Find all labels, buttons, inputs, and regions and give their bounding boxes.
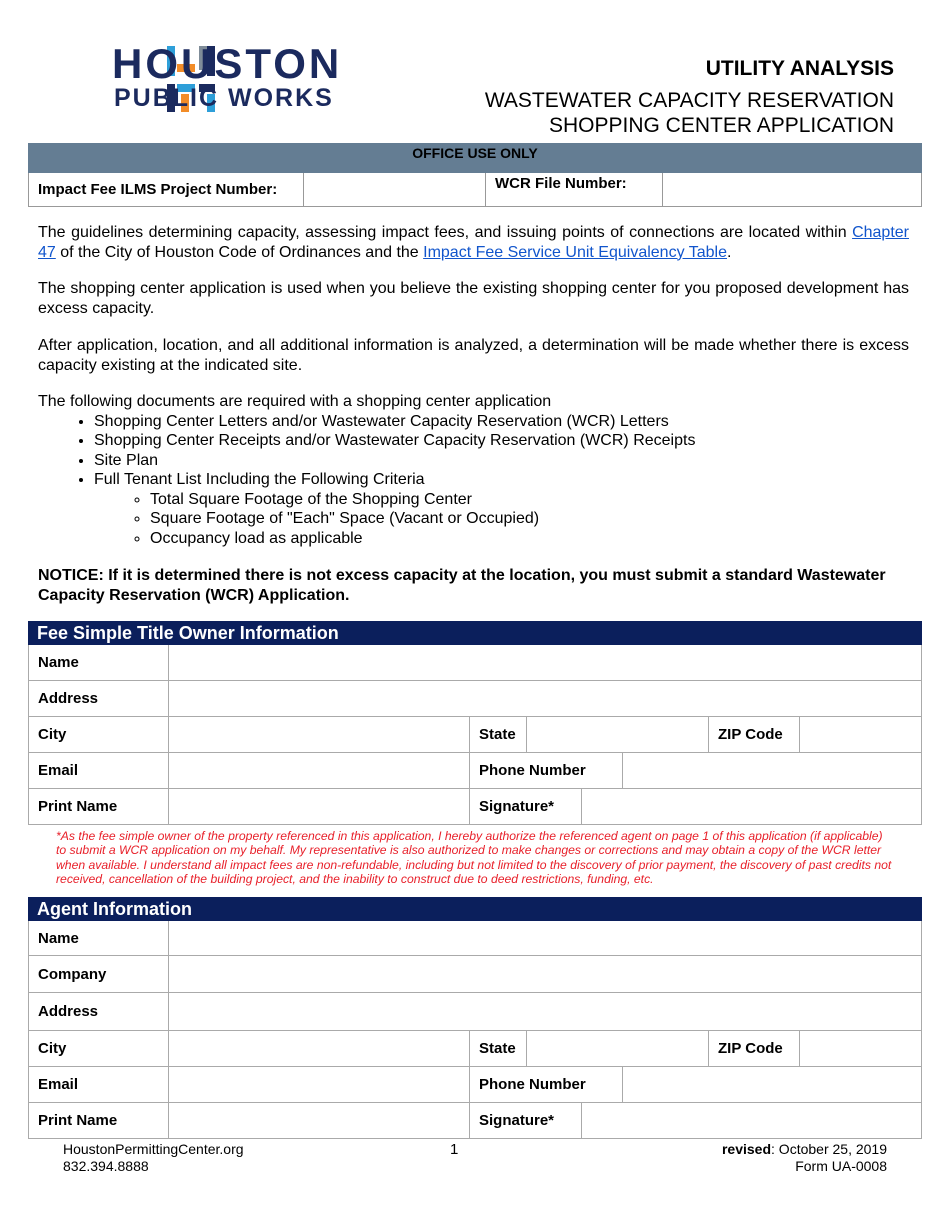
intro-paragraph-1 bbox=[38, 223, 909, 262]
page-number: 1 bbox=[450, 1141, 459, 1158]
sub-list-item: ◦ Square Footage of "Each" Space (Vacant or Occupied) bbox=[150, 509, 909, 529]
agent-company-row bbox=[28, 956, 922, 993]
ilms-input[interactable] bbox=[304, 173, 486, 206]
agent-print-name-label: Print Name bbox=[29, 1103, 169, 1138]
agent-email-input[interactable] bbox=[169, 1067, 470, 1102]
owner-info-table bbox=[28, 621, 922, 825]
sub-list-item: ◦ Occupancy load as applicable bbox=[150, 529, 909, 549]
agent-address-input[interactable] bbox=[169, 993, 921, 1030]
list-item bbox=[94, 470, 909, 548]
list-item: • Shopping Center Receipts and/or Wastewater Capacity Reservation (WCR) Receipts bbox=[94, 431, 909, 451]
intro-paragraph-3: After application, location, and all additional information is analyzed, a determination will be made whether there is excess capacity existing at the indicated site. bbox=[38, 337, 909, 374]
office-use-table bbox=[28, 143, 922, 207]
agent-name-row bbox=[28, 921, 922, 956]
owner-zip-label: ZIP Code bbox=[709, 717, 800, 752]
agent-city-input[interactable] bbox=[169, 1031, 470, 1066]
agent-signature-label: Signature* bbox=[470, 1103, 582, 1138]
wcr-input[interactable] bbox=[663, 173, 921, 206]
agent-address-row bbox=[28, 993, 922, 1031]
revised-date: : October 25, 2019 bbox=[771, 1141, 887, 1157]
agent-email-label: Email bbox=[29, 1067, 169, 1102]
owner-phone-label: Phone Number bbox=[470, 753, 623, 788]
agent-city-row bbox=[28, 1031, 922, 1067]
agent-zip-label: ZIP Code bbox=[709, 1031, 800, 1066]
agent-info-header: Agent Information bbox=[28, 897, 922, 921]
owner-email-label: Email bbox=[29, 753, 169, 788]
owner-name-label: Name bbox=[29, 645, 169, 680]
owner-address-label: Address bbox=[29, 681, 169, 716]
owner-city-row bbox=[28, 717, 922, 753]
agent-company-input[interactable] bbox=[169, 956, 921, 992]
agent-state-label: State bbox=[470, 1031, 527, 1066]
agent-phone-label: Phone Number bbox=[470, 1067, 623, 1102]
logo-public-works-text: PUBLIC WORKS bbox=[114, 84, 334, 112]
agent-print-name-row bbox=[28, 1103, 922, 1139]
owner-email-input[interactable] bbox=[169, 753, 470, 788]
equivalency-table-link[interactable]: Impact Fee Service Unit Equivalency Table bbox=[423, 243, 727, 261]
agent-print-name-input[interactable] bbox=[169, 1103, 470, 1138]
agent-zip-input[interactable] bbox=[800, 1031, 921, 1066]
list-item: • Shopping Center Letters and/or Wastewater Capacity Reservation (WCR) Letters bbox=[94, 412, 909, 432]
owner-state-input[interactable] bbox=[527, 717, 709, 752]
owner-zip-input[interactable] bbox=[800, 717, 921, 752]
owner-info-header: Fee Simple Title Owner Information bbox=[28, 621, 922, 645]
wcr-label: WCR File Number: bbox=[486, 173, 663, 206]
office-use-row bbox=[28, 173, 922, 207]
owner-print-name-label: Print Name bbox=[29, 789, 169, 824]
owner-signature-input[interactable] bbox=[582, 789, 921, 824]
documents-intro: The following documents are required with a shopping center application bbox=[38, 393, 552, 410]
owner-print-name-input[interactable] bbox=[169, 789, 470, 824]
owner-signature-label: Signature* bbox=[470, 789, 582, 824]
footer-form-number: Form UA-0008 bbox=[795, 1158, 887, 1174]
owner-address-input[interactable] bbox=[169, 681, 921, 716]
ilms-label: Impact Fee ILMS Project Number: bbox=[29, 173, 304, 206]
agent-city-label: City bbox=[29, 1031, 169, 1066]
agent-name-label: Name bbox=[29, 921, 169, 955]
title-line-3: SHOPPING CENTER APPLICATION bbox=[548, 114, 894, 137]
owner-city-label: City bbox=[29, 717, 169, 752]
owner-address-row bbox=[28, 681, 922, 717]
documents-list bbox=[38, 412, 909, 549]
owner-print-name-row bbox=[28, 789, 922, 825]
footer-right bbox=[722, 1141, 887, 1175]
agent-signature-input[interactable] bbox=[582, 1103, 921, 1138]
list-item-text: Full Tenant List Including the Following Criteria bbox=[94, 471, 425, 488]
intro-paragraph-2: The shopping center application is used when you believe the existing shopping center for you proposed development has excess capacity. bbox=[38, 280, 909, 317]
footer-phone: 832.394.8888 bbox=[63, 1158, 149, 1174]
owner-phone-input[interactable] bbox=[623, 753, 921, 788]
chapter-47-link[interactable]: Chapter 47 bbox=[38, 224, 909, 261]
footer-revised bbox=[722, 1141, 887, 1158]
owner-state-label: State bbox=[470, 717, 527, 752]
owner-disclaimer: *As the fee simple owner of the property referenced in this application, I hereby authorize the referenced agent on page 1 of this application (if applicable) to submit a WCR application on my behalf. My representative is also authorized to make changes or corrections and may obtain a copy of the WCR letter when available. I understand all impact fees are non-refundable, including but not limited to the discovery of prior payment, the discovery of past credits not received, cancellation of the building project, and the inability to construct due to deed restrictions, funding, etc. bbox=[56, 829, 892, 887]
footer-left bbox=[63, 1141, 244, 1175]
agent-address-label: Address bbox=[29, 993, 169, 1030]
revised-label: revised bbox=[721, 1141, 772, 1157]
agent-name-input[interactable] bbox=[169, 921, 921, 955]
document-title bbox=[485, 56, 894, 138]
intro-text-a: The guidelines determining capacity, assessing impact fees, and issuing points of connections are located within bbox=[38, 224, 853, 241]
agent-state-input[interactable] bbox=[527, 1031, 709, 1066]
agent-email-row bbox=[28, 1067, 922, 1103]
owner-name-row bbox=[28, 645, 922, 681]
agent-company-label: Company bbox=[29, 956, 169, 992]
documents-section bbox=[38, 392, 909, 548]
intro-text-c: . bbox=[726, 243, 732, 261]
logo-houston-text: HOUSTON bbox=[112, 40, 343, 87]
title-line-2: WASTEWATER CAPACITY RESERVATION bbox=[484, 89, 894, 112]
office-use-header: OFFICE USE ONLY bbox=[28, 143, 922, 173]
notice-text: NOTICE: If it is determined there is not excess capacity at the location, you must submit a standard Wastewater Capacity Reservation (WCR) Application. bbox=[38, 567, 886, 604]
sub-documents-list bbox=[94, 490, 909, 549]
footer-website: HoustonPermittingCenter.org bbox=[63, 1141, 244, 1157]
title-line-1: UTILITY ANALYSIS bbox=[705, 57, 894, 80]
owner-name-input[interactable] bbox=[169, 645, 921, 680]
sub-list-item: ◦ Total Square Footage of the Shopping Center bbox=[150, 490, 909, 510]
agent-phone-input[interactable] bbox=[623, 1067, 921, 1102]
agent-info-table bbox=[28, 897, 922, 1139]
owner-email-row bbox=[28, 753, 922, 789]
list-item: • Site Plan bbox=[94, 451, 909, 471]
owner-city-input[interactable] bbox=[169, 717, 470, 752]
intro-text-b: of the City of Houston Code of Ordinances and the bbox=[55, 243, 424, 261]
